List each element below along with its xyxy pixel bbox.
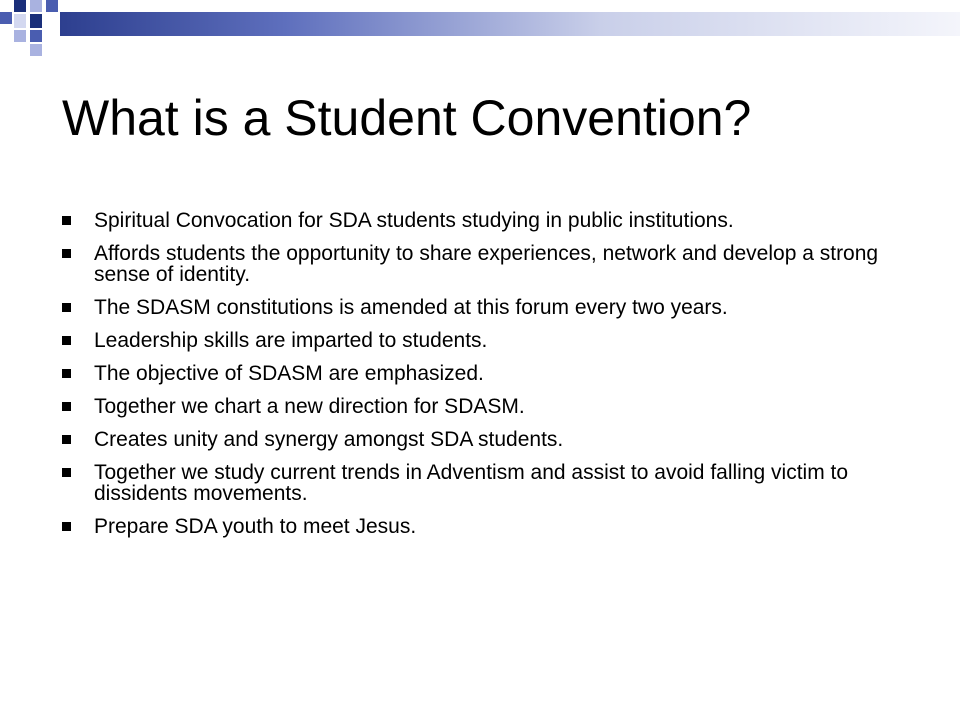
square-bullet-icon bbox=[62, 402, 71, 411]
list-item bbox=[62, 210, 922, 231]
square-bullet-icon bbox=[62, 435, 71, 444]
bullet-text: Affords students the opportunity to share experiences, network and develop a strong sense of identity. bbox=[94, 242, 879, 286]
list-item bbox=[62, 243, 922, 285]
bullet-text: Spiritual Convocation for SDA students studying in public institutions. bbox=[94, 209, 734, 232]
header-decoration bbox=[0, 0, 960, 60]
deco-square-2 bbox=[30, 0, 42, 12]
square-bullet-icon bbox=[62, 249, 71, 258]
square-bullet-icon bbox=[62, 468, 71, 477]
list-item bbox=[62, 330, 922, 351]
square-bullet-icon bbox=[62, 303, 71, 312]
deco-square-6 bbox=[30, 14, 42, 28]
header-gradient-band bbox=[60, 12, 960, 36]
deco-square-1 bbox=[14, 0, 26, 12]
square-bullet-icon bbox=[62, 522, 71, 531]
list-item bbox=[62, 462, 922, 504]
square-bullet-icon bbox=[62, 216, 71, 225]
list-item bbox=[62, 363, 922, 384]
deco-square-8 bbox=[30, 30, 42, 42]
bullet-text: Creates unity and synergy amongst SDA students. bbox=[94, 428, 564, 451]
deco-square-7 bbox=[14, 30, 26, 42]
bullet-text: Together we study current trends in Adventism and assist to avoid falling victim to dissidents movements. bbox=[94, 461, 849, 505]
deco-square-5 bbox=[14, 14, 26, 28]
list-item bbox=[62, 516, 922, 537]
bullet-text: Together we chart a new direction for SDASM. bbox=[94, 395, 525, 418]
bullet-text: The objective of SDASM are emphasized. bbox=[94, 362, 484, 385]
square-bullet-icon bbox=[62, 369, 71, 378]
square-bullet-icon bbox=[62, 336, 71, 345]
list-item bbox=[62, 396, 922, 417]
bullet-text: Prepare SDA youth to meet Jesus. bbox=[94, 515, 417, 538]
bullet-list bbox=[62, 210, 922, 549]
bullet-text: The SDASM constitutions is amended at this forum every two years. bbox=[94, 296, 728, 319]
deco-square-3 bbox=[46, 0, 58, 12]
list-item bbox=[62, 429, 922, 450]
deco-square-4 bbox=[0, 12, 12, 24]
deco-square-9 bbox=[30, 44, 42, 56]
slide-title: What is a Student Convention? bbox=[62, 90, 752, 146]
list-item bbox=[62, 297, 922, 318]
bullet-text: Leadership skills are imparted to students. bbox=[94, 329, 488, 352]
